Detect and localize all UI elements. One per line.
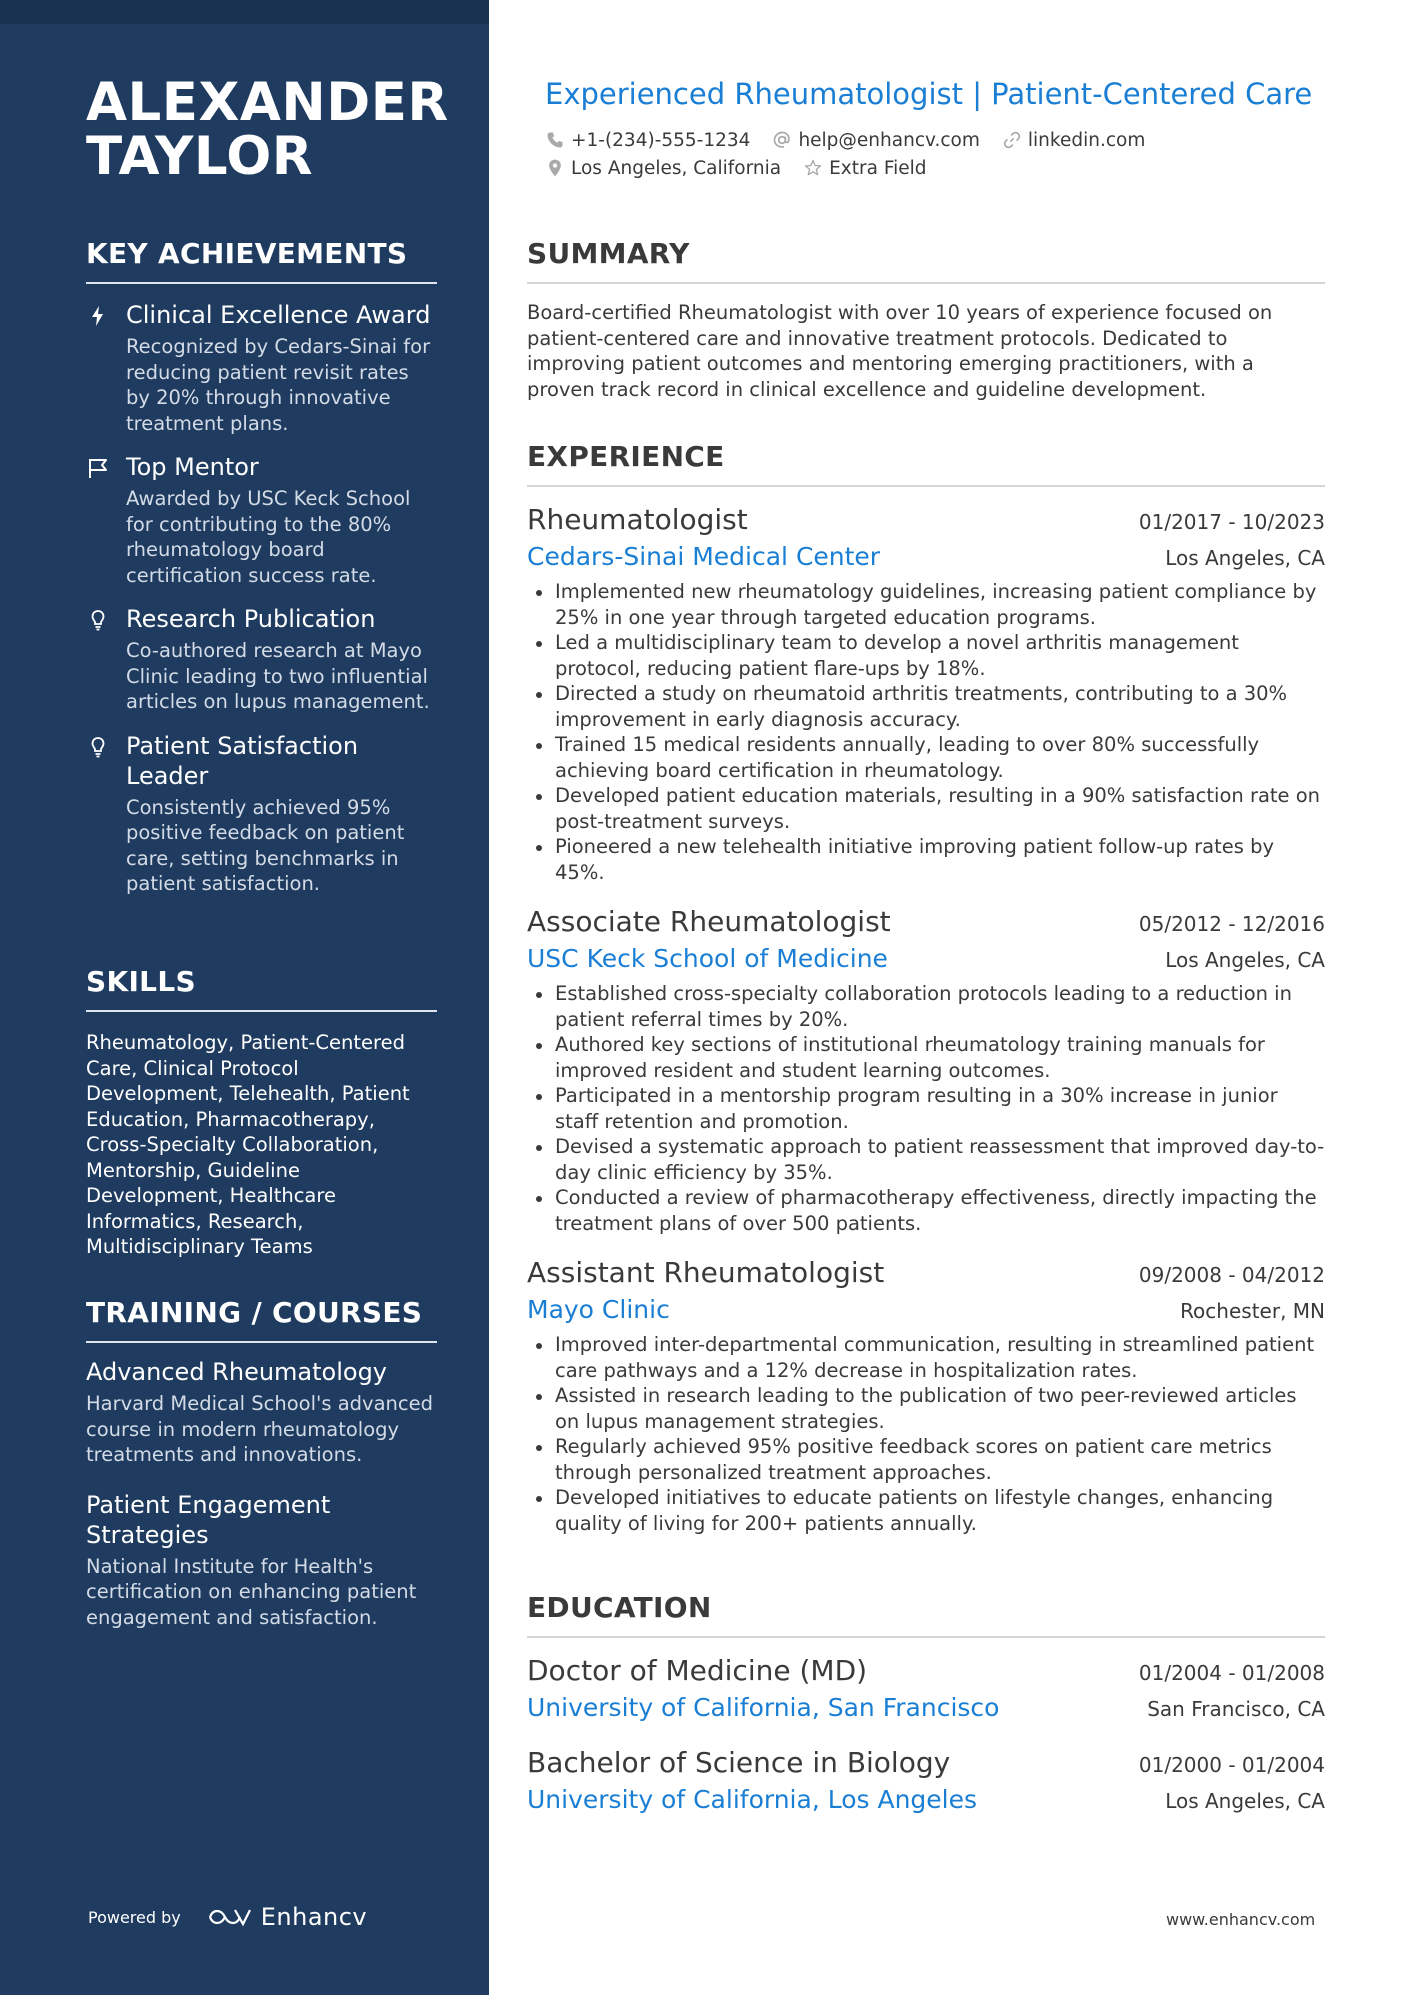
achievement-desc: Awarded by USC Keck School for contributing to the 80% rheumatology board certification success rate. [126,487,411,587]
flag-icon [86,456,110,480]
achievement-item [86,300,437,436]
school-location: San Francisco, CA [1147,1697,1325,1721]
summary-section [527,236,1325,402]
bullet-item: Devised a systematic approach to patient reassessment that improved day-to-day clinic efficiency by 35%. [527,1134,1325,1185]
job-location: Los Angeles, CA [1165,948,1325,972]
achievement-title: Clinical Excellence Award [126,301,431,329]
education-dates: 01/2004 - 01/2008 [1138,1661,1325,1685]
candidate-name: ALEXANDER TAYLOR [86,72,449,187]
degree-title: Bachelor of Science in Biology [527,1746,951,1779]
footer-website[interactable]: www.enhancv.com [1166,1910,1316,1929]
bullet-item: Led a multidisciplinary team to develop a novel arthritis management protocol, reducing patient flare-ups by 18%. [527,630,1325,681]
education-entry [527,1652,1325,1726]
job-location: Rochester, MN [1180,1299,1325,1323]
achievement-title: Research Publication [126,605,376,633]
brand-name: Enhancv [260,1903,368,1931]
school-name: University of California, San Francisco [527,1693,1000,1722]
skills-section [86,964,437,1260]
contact-extra [803,158,926,179]
achievement-desc: Consistently achieved 95% positive feedback on patient care, setting benchmarks in patient satisfaction. [126,795,405,895]
link-icon [1002,130,1022,150]
sidebar [0,0,489,1995]
star-icon [803,158,823,178]
bullet-item: Assisted in research leading to the publication of two peer-reviewed articles on lupus management strategies. [527,1383,1325,1434]
job-bullets [527,981,1325,1236]
contact-location [545,158,781,179]
job-title: Rheumatologist [527,503,748,536]
experience-section [527,439,1325,1536]
job-dates: 05/2012 - 12/2016 [1138,912,1325,936]
achievement-title: Top Mentor [126,453,259,481]
job-dates: 09/2008 - 04/2012 [1138,1263,1325,1287]
skills-title: SKILLS [86,964,437,1012]
job-bullets [527,1332,1325,1536]
achievement-item [86,731,437,897]
linkedin-text: linkedin.com [1027,129,1146,151]
bullet-item: Improved inter-departmental communication, resulting in streamlined patient care pathways and a 12% decrease in hospitalization rates. [527,1332,1325,1383]
enhancv-logo-icon [207,1905,253,1929]
course-desc: National Institute for Health's certification on enhancing patient engagement and satisfaction. [86,1554,417,1629]
job-company: Mayo Clinic [527,1295,670,1324]
key-achievements-section [86,236,437,897]
course-title: Patient Engagement Strategies [86,1490,331,1549]
bullet-item: Developed initiatives to educate patients on lifestyle changes, enhancing quality of living for 200+ patients annually. [527,1485,1325,1536]
job-entry [527,1254,1325,1536]
job-dates: 01/2017 - 10/2023 [1138,510,1325,534]
course-item [86,1357,437,1468]
extra-text: Extra Field [829,157,927,179]
summary-title: SUMMARY [527,236,1325,284]
job-title: Associate Rheumatologist [527,905,891,938]
key-achievements-title: KEY ACHIEVEMENTS [86,236,437,284]
bullet-item: Conducted a review of pharmacotherapy effectiveness, directly impacting the treatment plans of over 500 patients. [527,1185,1325,1236]
job-company: USC Keck School of Medicine [527,944,888,973]
course-desc: Harvard Medical School's advanced course in modern rheumatology treatments and innovations. [86,1392,434,1466]
at-sign-icon [772,130,792,150]
bullet-item: Implemented new rheumatology guidelines, increasing patient compliance by 25% in one year through targeted education programs. [527,579,1325,630]
powered-by-label: Powered by [88,1907,181,1927]
lightning-icon [86,304,110,328]
course-title: Advanced Rheumatology [86,1358,388,1386]
education-dates: 01/2000 - 01/2004 [1138,1753,1325,1777]
job-title: Assistant Rheumatologist [527,1256,885,1289]
job-entry [527,501,1325,885]
school-location: Los Angeles, CA [1165,1789,1325,1813]
degree-title: Doctor of Medicine (MD) [527,1654,868,1687]
education-entry [527,1744,1325,1818]
experience-title: EXPERIENCE [527,439,1325,487]
bullet-item: Developed patient education materials, resulting in a 90% satisfaction rate on post-treatment surveys. [527,783,1325,834]
bullet-item: Trained 15 medical residents annually, leading to over 80% successfully achieving board certification in rheumatology. [527,732,1325,783]
job-company: Cedars-Sinai Medical Center [527,542,881,571]
education-section [527,1590,1325,1818]
bullet-item: Pioneered a new telehealth initiative improving patient follow-up rates by 45%. [527,834,1325,885]
course-item [86,1490,437,1631]
email-text: help@enhancv.com [798,129,980,151]
phone-text: +1-(234)-555-1234 [571,129,751,151]
training-section [86,1295,437,1630]
school-name: University of California, Los Angeles [527,1785,978,1814]
achievement-title: Patient Satisfaction Leader [126,731,359,790]
location-text: Los Angeles, California [571,157,782,179]
contact-info [545,126,1325,182]
achievement-item [86,452,437,588]
bullet-item: Established cross-specialty collaboration protocols leading to a reduction in patient referral times by 20%. [527,981,1325,1032]
contact-linkedin[interactable] [1002,130,1145,151]
achievement-desc: Recognized by Cedars-Sinai for reducing patient revisit rates by 20% through innovative treatment plans. [126,335,431,435]
lightbulb-icon [86,735,110,759]
phone-icon [545,130,565,150]
bullet-item: Authored key sections of institutional rheumatology training manuals for improved resident and student learning outcomes. [527,1032,1325,1083]
location-pin-icon [545,158,565,178]
bullet-item: Participated in a mentorship program resulting in a 30% increase in junior staff retention and promotion. [527,1083,1325,1134]
skills-list: Rheumatology, Patient-Centered Care, Clinical Protocol Development, Telehealth, Patient Education, Pharmacotherapy, Cross-Specialty Collaboration, Mentorship, Guideline Development, Healthcare Informatics, Research, Multidisciplinary Teams [86,1031,410,1258]
achievement-desc: Co-authored research at Mayo Clinic leading to two influential articles on lupus management. [126,639,430,713]
lightbulb-icon [86,608,110,632]
powered-by [88,1903,367,1931]
resume-headline: Experienced Rheumatologist | Patient-Centered Care [545,77,1313,111]
training-title: TRAINING / COURSES [86,1295,437,1343]
job-location: Los Angeles, CA [1165,546,1325,570]
summary-text: Board-certified Rheumatologist with over 10 years of experience focused on patient-centered care and innovative treatment protocols. Dedicated to improving patient outcomes and mentoring emerging practitioners, with a proven track record in clinical excellence and guideline development. [527,301,1273,401]
contact-phone[interactable] [545,130,750,151]
contact-email[interactable] [772,130,979,151]
bullet-item: Directed a study on rheumatoid arthritis treatments, contributing to a 30% improvement in early diagnosis accuracy. [527,681,1325,732]
education-title: EDUCATION [527,1590,1325,1638]
job-bullets [527,579,1325,885]
sidebar-top-bar [0,0,489,24]
bullet-item: Regularly achieved 95% positive feedback scores on patient care metrics through personalized treatment approaches. [527,1434,1325,1485]
achievement-item [86,604,437,715]
job-entry [527,903,1325,1236]
